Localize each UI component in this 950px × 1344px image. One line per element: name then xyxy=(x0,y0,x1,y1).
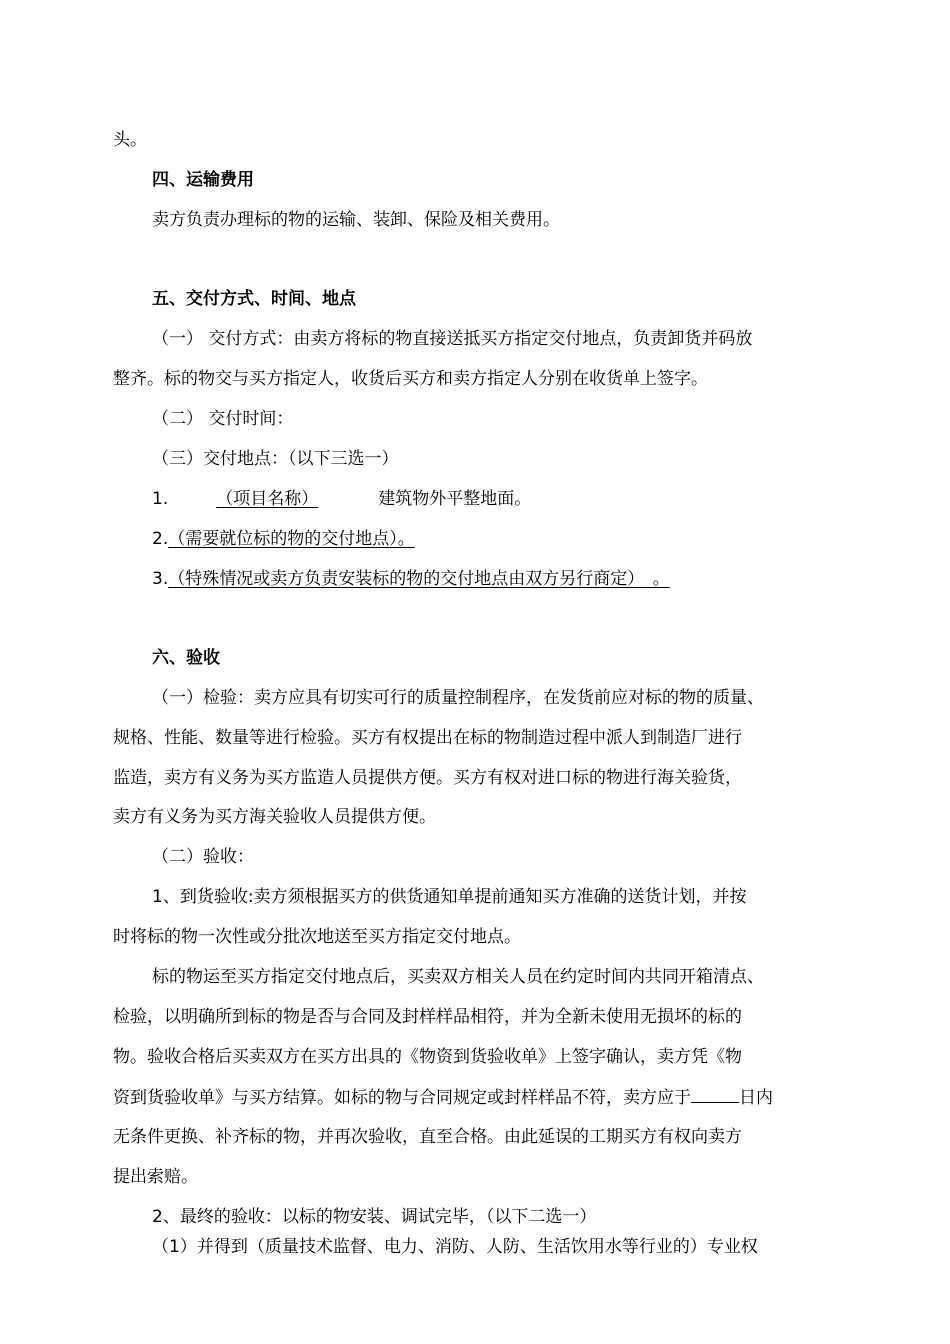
text-line: 检验，以明确所到标的物是否与合同及封样样品相符，并为全新未使用无损坏的标的 xyxy=(113,1007,742,1027)
text-segment: 资到货验收单》与买方结算。如标的物与合同规定或封样样品不符，卖方应于 xyxy=(113,1088,691,1108)
delivery-option-2 xyxy=(152,528,415,550)
text-line: 头。 xyxy=(113,130,147,150)
text-line: 时将标的物一次性或分批次地送至买方指定交付地点。 xyxy=(113,927,521,947)
text-segment: 日内 xyxy=(739,1088,773,1108)
option-text: （特殊情况或卖方负责安装标的物的交付地点由双方另行商定） 。 xyxy=(168,569,670,589)
section-heading-5: 五、交付方式、时间、地点 xyxy=(152,289,356,309)
option-text: 建筑物外平整地面。 xyxy=(378,489,532,509)
section-heading-6: 六、验收 xyxy=(152,648,220,668)
text-line: 标的物运至买方指定交付地点后，买卖双方相关人员在约定时间内共同开箱清点、 xyxy=(152,967,764,987)
option-text: （需要就位标的物的交付地点）。 xyxy=(168,529,415,549)
option-number: 2. xyxy=(152,529,169,549)
text-line: （二） 交付时间： xyxy=(152,409,294,429)
delivery-option-1 xyxy=(152,488,531,510)
delivery-option-3 xyxy=(152,568,670,590)
text-line: （二）验收： xyxy=(152,847,254,867)
option-number: 3. xyxy=(152,569,169,589)
text-line: 监造，卖方有义务为买方监造人员提供方便。买方有权对进口标的物进行海关验货， xyxy=(113,768,742,788)
text-line: 卖方有义务为买方海关验收人员提供方便。 xyxy=(113,807,436,827)
text-line: 卖方负责办理标的物的运输、装卸、保险及相关费用。 xyxy=(152,210,560,230)
text-line: 2、最终的验收：以标的物安装、调试完毕，（以下二选一） xyxy=(152,1207,597,1227)
text-line: 整齐。标的物交与买方指定人，收货后买方和卖方指定人分别在收货单上签字。 xyxy=(113,369,708,389)
fill-blank-days xyxy=(691,1086,739,1103)
text-line: 规格、性能、数量等进行检验。买方有权提出在标的物制造过程中派人到制造厂进行 xyxy=(113,728,742,748)
fill-blank-project-name xyxy=(168,489,378,509)
text-line: （一） 交付方式：由卖方将标的物直接送抵买方指定交付地点，负责卸货并码放 xyxy=(152,329,753,349)
text-line: （三）交付地点：（以下三选一） xyxy=(152,449,399,469)
text-line xyxy=(113,1086,773,1109)
text-line: 物。验收合格后买卖双方在买方出具的《物资到货验收单》上签字确认，卖方凭《物 xyxy=(113,1047,742,1067)
fill-blank-label: （项目名称） xyxy=(216,489,319,509)
option-number: 1. xyxy=(152,489,169,509)
text-line: （1）并得到（质量技术监督、电力、消防、人防、生活饮用水等行业的）专业权 xyxy=(152,1237,758,1257)
text-line: 1、到货验收:卖方须根据买方的供货通知单提前通知买方准确的送货计划，并按 xyxy=(152,887,747,907)
section-heading-4: 四、运输费用 xyxy=(152,170,254,190)
text-line: （一）检验：卖方应具有切实可行的质量控制程序，在发货前应对标的物的质量、 xyxy=(152,688,764,708)
text-line: 提出索赔。 xyxy=(113,1167,198,1187)
text-line: 无条件更换、补齐标的物，并再次验收，直至合格。由此延误的工期买方有权向卖方 xyxy=(113,1127,742,1147)
